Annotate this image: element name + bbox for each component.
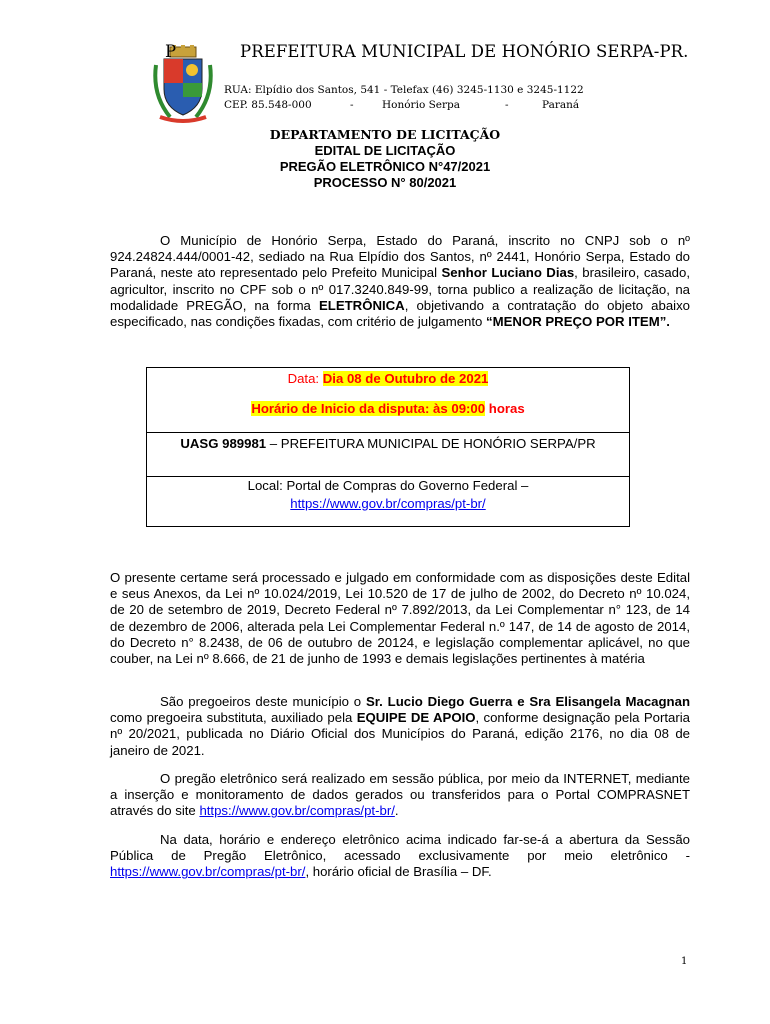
local-cell xyxy=(147,474,629,529)
header-cep: CEP. 85.548-000 xyxy=(224,99,312,111)
abertura-text-1: Na data, horário e endereço eletrônico acima indicado far-se-á a abertura da Sessão Pública de Pregão Eletrônico, acessado exclusivamente por meio eletrônico - xyxy=(110,832,690,864)
abertura-link[interactable]: https://www.gov.br/compras/pt-br/ xyxy=(110,864,306,880)
uasg-cell xyxy=(147,433,629,477)
edital-title: EDITAL DE LICITAÇÃO xyxy=(314,143,456,158)
uasg-code: UASG 989981 xyxy=(180,436,267,451)
document-titles xyxy=(0,127,770,191)
time-value: 09:00 xyxy=(451,401,486,416)
department-title: DEPARTAMENTO DE LICITAÇÃO xyxy=(269,127,501,142)
pregoeiros-text-2: como pregoeira substituta, auxiliado pela xyxy=(110,710,357,726)
header-address: RUA: Elpídio dos Santos, 541 - Telefax (46) 3245-1130 e 3245-1122 xyxy=(224,84,584,96)
pregao-title: PREGÃO ELETRÔNICO N°47/2021 xyxy=(279,159,491,174)
header-city: Honório Serpa xyxy=(382,99,461,111)
intro-paragraph xyxy=(110,233,690,330)
legal-paragraph: O presente certame será processado e julgado em conformidade com as disposições deste Edital e seus Anexos, da Lei nº 10.024/2019, Lei 10.520 de 17 de julho de 2002, do Decreto nº 10.024, de 20 de setembro de 2019, Decreto Federal nº 7.892/2013, da Lei Complementar n° 123, de 14 de dezembro de 2006, alterada pela Lei Complementar Federal n.º 147, de 14 de agosto de 2014, do Decreto n° 8.2438, de 06 de outubro de 20124, e legislação complementar aplicável, no que couber, na Lei nº 8.666, de 21 de junho de 1993 e demais legislações pertinentes à matéria xyxy=(110,570,690,667)
abertura-text-2: , horário oficial de Brasília – DF. xyxy=(305,864,492,880)
uasg-name: – PREFEITURA MUNICIPAL DE HONÓRIO SERPA/PR xyxy=(266,436,596,451)
page-number: 1 xyxy=(681,956,688,967)
processo-title: PROCESSO N° 80/2021 xyxy=(313,175,457,190)
sessao-link[interactable]: https://www.gov.br/compras/pt-br/ xyxy=(199,803,395,819)
date-label: Data: xyxy=(287,371,323,386)
mayor-name: Senhor Luciano Dias xyxy=(441,265,575,281)
sessao-text-1: O pregão eletrônico será realizado em sessão pública, por meio da INTERNET, mediante a inserção e monitoramento de dados gerados ou transferidos para o Portal COMPRASNET através do site xyxy=(110,771,690,819)
pregoeiros-names: Sr. Lucio Diego Guerra e Sra Elisangela Macagnan xyxy=(365,694,691,709)
sessao-paragraph xyxy=(110,771,690,820)
abertura-paragraph xyxy=(110,832,690,881)
logo-letter: P xyxy=(165,42,177,61)
sessao-text-2: . xyxy=(394,803,399,819)
time-label: Horário de Inicio da disputa: às xyxy=(251,401,452,416)
pregoeiros-text-3: , conforme designação pela Portaria nº 20/2021, publicada no Diário Oficial dos Municípios do Paraná, edição 2176, no dia 08 de janeiro de 2021. xyxy=(110,710,690,758)
header-sep-2: - xyxy=(505,99,509,111)
intro-text-1: O Município de Honório Serpa, Estado do Paraná, inscrito no CNPJ sob o nº 924.24824.444/0001-42, sediado na Rua Elpídio dos Santos, nº 2441, Honório Serpa, Estado do Paraná, neste ato representado pelo Prefeito Municipal xyxy=(110,233,690,281)
header-state: Paraná xyxy=(542,99,580,111)
time-line xyxy=(147,401,629,416)
date-line xyxy=(147,371,629,386)
local-text: Local: Portal de Compras do Governo Federal – xyxy=(247,478,529,493)
criterio-julgamento: “MENOR PREÇO POR ITEM”. xyxy=(486,314,670,330)
time-suffix: horas xyxy=(485,401,525,416)
header-sep-1: - xyxy=(350,99,354,111)
header-title: PREFEITURA MUNICIPAL DE HONÓRIO SERPA-PR. xyxy=(240,42,689,61)
local-link[interactable]: https://www.gov.br/compras/pt-br/ xyxy=(290,496,486,511)
intro-text-3: , objetivando a contratação do objeto abaixo especificado, nas condições fixadas, com critério de julgamento xyxy=(110,297,691,330)
pregoeiros-paragraph xyxy=(110,694,690,759)
municipal-coat-of-arms-logo xyxy=(150,45,216,125)
dispute-info-box xyxy=(146,367,630,527)
equipe-de-apoio: EQUIPE DE APOIO xyxy=(356,710,476,726)
forma-eletronica: ELETRÔNICA xyxy=(318,297,405,313)
intro-text-2: , brasileiro, casado, agricultor, inscrito no CPF sob o nº 017.3240.849-99, torna publico a realização de licitação, na modalidade PREGÃO, na forma xyxy=(110,265,691,313)
header-cep-line xyxy=(224,99,579,111)
date-time-cell xyxy=(147,368,629,433)
pregoeiros-text-1: São pregoeiros deste município o xyxy=(160,694,366,709)
date-value: Dia 08 de Outubro de 2021 xyxy=(322,371,489,386)
